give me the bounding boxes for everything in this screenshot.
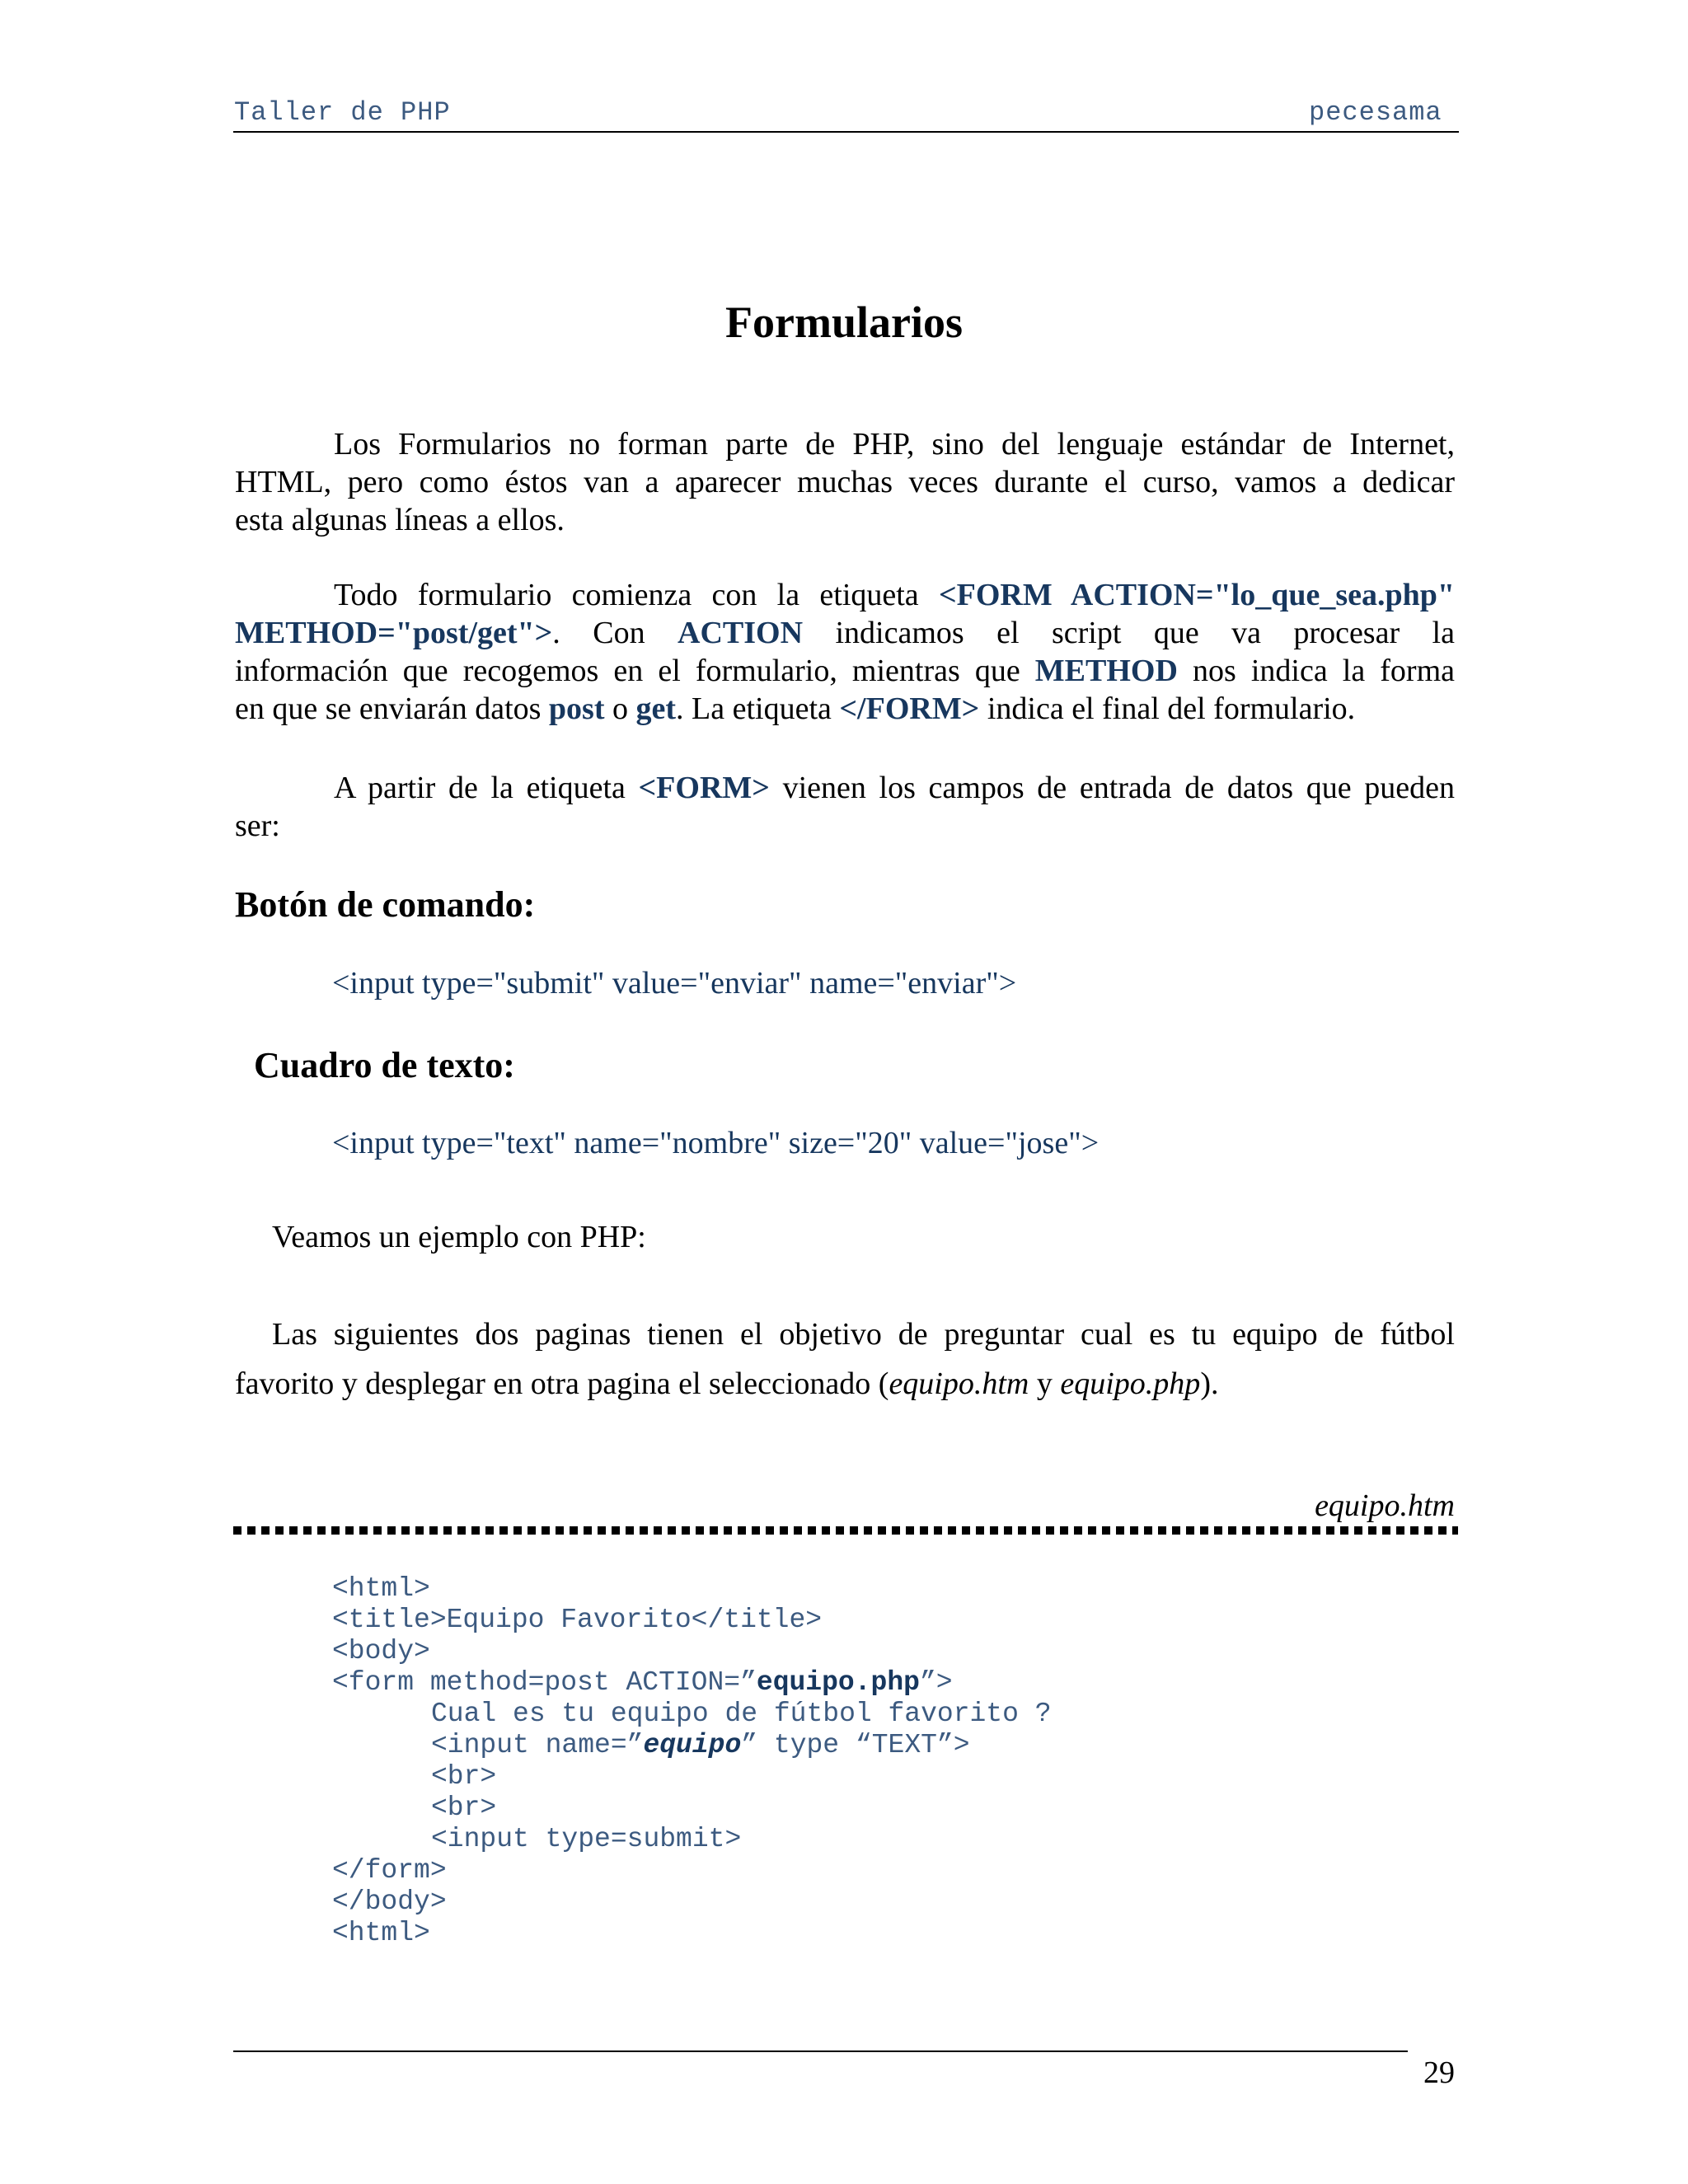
text: indica el final del formulario. (979, 691, 1356, 726)
code-line: <html> (332, 1573, 430, 1604)
dotted-separator (233, 1526, 1458, 1535)
example-line-1: Las siguientes dos paginas tienen el objetivo de preguntar cual es tu equipo de fútbol (272, 1317, 1455, 1352)
fields-line-1 (235, 769, 1455, 807)
code-line: </body> (332, 1886, 447, 1917)
textbox-section-heading: Cuadro de texto: (254, 1045, 515, 1085)
page-title: Formularios (725, 298, 963, 347)
text: A partir de la etiqueta (334, 771, 639, 805)
code-line: </form> (332, 1855, 447, 1886)
text: ). (1200, 1366, 1219, 1401)
page-number: 29 (1423, 2055, 1455, 2090)
code-text: ”> (919, 1667, 953, 1698)
text: nos indica la forma (1177, 654, 1455, 688)
code-action-target: equipo.php (756, 1667, 920, 1698)
text: Todo formulario comienza con la etiqueta (334, 578, 939, 612)
button-section-heading: Botón de comando: (235, 884, 536, 925)
form-tag-line-2 (235, 614, 1455, 652)
code-line: <body> (332, 1636, 430, 1666)
submit-input-example: <input type="submit" value="enviar" name="enviar"> (332, 966, 1017, 1001)
code-listing (332, 1573, 1052, 1949)
intro-line-3: esta algunas líneas a ellos. (235, 503, 565, 537)
text: vienen los campos de entrada de datos que pueden (769, 771, 1455, 805)
example-paragraph (235, 1315, 1455, 1403)
close-form-code: </FORM> (839, 691, 980, 726)
form-tag-code: <FORM ACTION="lo_que_sea.php" (938, 578, 1456, 612)
text: . Con (552, 616, 678, 650)
code-line: <input type=submit> (431, 1824, 742, 1854)
code-input-name: equipo (643, 1730, 742, 1760)
text: . La etiqueta (676, 691, 840, 726)
intro-line-1: Los Formularios no forman parte de PHP, sino del lenguaje estándar de Internet, (334, 427, 1455, 462)
code-line: <br> (431, 1761, 497, 1792)
text: y (1029, 1366, 1061, 1401)
code-line (332, 1667, 1052, 1699)
text: o (604, 691, 636, 726)
code-text: ” type “TEXT”> (741, 1730, 970, 1760)
code-file-label: equipo.htm (1315, 1488, 1455, 1523)
filename-php: equipo.php (1060, 1366, 1201, 1401)
text-input-example: <input type="text" name="nombre" size="20" value="jose"> (332, 1126, 1100, 1160)
code-line (332, 1730, 1052, 1761)
text: favorito y desplegar en otra pagina el seleccionado ( (235, 1366, 889, 1401)
action-keyword: ACTION (678, 616, 804, 650)
code-line: <br> (431, 1793, 497, 1823)
running-header-author: pecesama (1309, 97, 1442, 128)
running-header-title: Taller de PHP (234, 97, 451, 128)
code-line: Cual es tu equipo de fútbol favorito ? (431, 1699, 1052, 1729)
text: información que recogemos en el formulario, mientras que (235, 654, 1035, 688)
form-tag-paragraph (235, 576, 1455, 728)
post-keyword: post (548, 691, 605, 726)
code-line: <html> (332, 1918, 430, 1948)
code-line: <title>Equipo Favorito</title> (332, 1605, 823, 1635)
text: indicamos el script que va procesar la (803, 616, 1455, 650)
method-keyword: METHOD (1034, 654, 1178, 688)
header-rule (233, 131, 1459, 133)
form-open-code: <FORM> (638, 771, 770, 805)
example-intro: Veamos un ejemplo con PHP: (272, 1220, 646, 1254)
intro-paragraph (235, 425, 1455, 539)
get-keyword: get (635, 691, 677, 726)
filename-htm: equipo.htm (889, 1366, 1029, 1401)
form-tag-line-1 (235, 576, 1455, 614)
method-tag-code: METHOD="post/get"> (235, 616, 553, 650)
form-tag-line-3 (235, 652, 1455, 690)
code-text: <form method=post ACTION=” (332, 1667, 757, 1698)
text: en que se enviarán datos (235, 691, 549, 726)
form-tag-line-4 (235, 690, 1455, 728)
example-line-2 (235, 1365, 1455, 1403)
intro-line-2: HTML, pero como éstos van a aparecer muchas veces durante el curso, vamos a dedicar (235, 465, 1455, 499)
code-text: <input name=” (431, 1730, 644, 1760)
fields-line-2: ser: (235, 808, 280, 843)
fields-paragraph (235, 769, 1455, 845)
footer-rule (233, 2050, 1408, 2052)
